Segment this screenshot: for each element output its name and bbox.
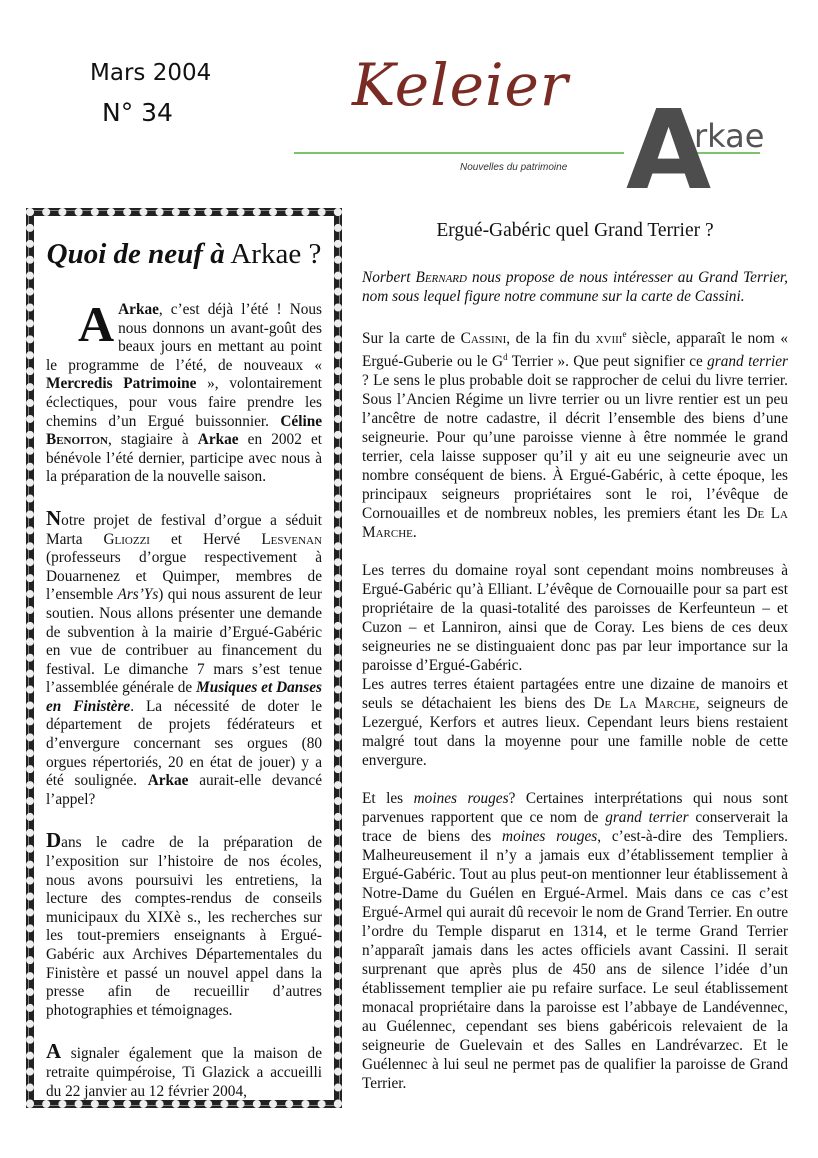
- text: Norbert: [362, 269, 416, 286]
- text: », volontairement éclectiques, pour vous faire prendre les chemins d’un Ergué buissonnier.: [46, 375, 322, 430]
- sidebar-paragraph-3: [46, 828, 322, 1020]
- logo-title: Keleier: [352, 51, 569, 119]
- sidebar-title-italic: Quoi de neuf à: [46, 238, 225, 270]
- issue-date: Mars 2004: [90, 60, 212, 86]
- smallcaps-text: Cassini: [460, 330, 507, 348]
- initial-letter: N: [46, 505, 62, 530]
- logo-brand-rest: rkae: [694, 117, 765, 155]
- sidebar-paragraph-1: [46, 296, 322, 487]
- article-paragraph-4: [362, 789, 788, 1093]
- superscript: e: [622, 329, 627, 339]
- text: ? Le sens le plus probable doit se rapprocher de celui du livre terrier. Sous l’Ancien Régime un livre terrier ou un livre rentier est un peu l’ancêtre de notre cadastre, il décrit l’ensemble des biens d’une seigneurie. Pour qu’une paroisse vienne à être nommée le grand terrier, cela laisse supposer qu’il y ait eu une seigneurie avec un nombre conséquent de biens. À Ergué-Gabéric, à cette époque, les principaux seigneurs propriétaires sont le roi, l’évêque de Cornouailles et de nombreux nobles, les premiers étant les: [362, 372, 788, 523]
- smallcaps-text: xviii: [595, 330, 623, 348]
- text: en 2002 et bénévole l’été dernier, participe avec nous à la préparation de la nouvelle saison.: [46, 431, 322, 486]
- bold-text: Arkae: [197, 431, 239, 449]
- article-paragraph-1: [362, 325, 788, 542]
- bold-text: Arkae: [147, 772, 189, 790]
- sidebar-news-box: [26, 208, 342, 1108]
- smallcaps-text: Lesvenan: [261, 530, 322, 548]
- bold-text: Mercredis Patrimoine: [46, 375, 197, 393]
- text: siècle, apparaît le nom « Ergué-Guberie ou le G: [362, 330, 788, 371]
- text: nous propose de nous intéresser au Grand Terrier, nom sous lequel figure notre commune sur la carte de Cassini.: [362, 269, 788, 305]
- smallcaps-text: De La Marche: [593, 695, 696, 713]
- sidebar-paragraph-2: [46, 505, 323, 810]
- text: Sur la carte de: [362, 330, 461, 348]
- sidebar-title: [46, 238, 322, 271]
- bold-text: Arkae: [118, 301, 159, 318]
- text: , c’est-à-dire des Templiers. Malheureusement il n’y a jamais eux d’établissement templier à Ergué-Gabéric. Tout au plus peut-on mentionner leur établissement à Notre-Dame du Guélen en Ergué-Armel. Mais dans ce cas c’est Ergué-Armel qui aurait dû recevoir le nom de Grand Terrier. En outre l’ordre du Temple disparut en 1314, et le terme Grand Terrier n’apparaît jamais dans les actes officiels avant Cassini. Il serait surprenant que après plus de 450 ans de silence l’idée d’un établissement templier aie pu refaire surface. Le seul établissement monacal propriétaire dans la paroisse est l’abbaye de Landévennec, au Guélennec, cependant ses biens gabéricois relevaient de la seigneurie de Guelevain et des Salles en Landrévarzec. Et le Guélennec à lui seul ne permet pas de qualifier la paroisse de Grand Terrier.: [362, 828, 788, 1093]
- italic-text: moines rouges: [413, 790, 509, 808]
- logo-rule-left: [294, 152, 624, 154]
- bold-italic-text: Musiques et Danses en Finistère: [46, 679, 323, 715]
- smallcaps-text: Gliozzi: [103, 530, 150, 548]
- text: signaler également que la maison de retraite quimpéroise, Ti Glazick a accueilli du 22 janvier au 12 février 2004,: [46, 1045, 322, 1100]
- text: ? Certaines interprétations qui nous sont parvenues rapportent que ce nom de: [362, 790, 788, 827]
- text: Et les: [362, 790, 414, 808]
- text: conserverait la trace de biens des: [362, 809, 788, 846]
- masthead-logo: [290, 45, 770, 214]
- bold-text: Céline: [280, 412, 322, 430]
- sidebar-paragraph-4: [46, 1039, 322, 1101]
- smallcaps-text: De La Marche: [362, 505, 788, 542]
- text: , de la fin du: [506, 330, 596, 348]
- article-intro: [362, 268, 788, 306]
- text: , stagiaire à: [107, 431, 198, 449]
- text: Terrier ». Que peut signifier ce: [507, 353, 708, 371]
- article-paragraph-3: [362, 675, 788, 770]
- article-paragraph-2: Les terres du domaine royal sont cependant moins nombreuses à Ergué-Gabéric qu’à Elliant. L’évêque de Cornouaille pour sa part est propriétaire de la quasi-totalité des paroisses de Kerfeunteun – et Cuzon – et Lanniron, ainsi que de Coray. Les biens de ces deux seigneuries ne se distinguaient donc pas par leur importance sur la paroisse d’Ergué-Gabéric.: [362, 562, 788, 675]
- italic-text: Ars’Ys: [117, 586, 159, 604]
- superscript: d: [503, 352, 508, 363]
- text: . La nécessité de doter le département de projets fédérateurs et d’envergure concernant ses orgues (80 orgues répertoriés, 20 en état de jouer) y a été soulignée.: [46, 697, 322, 790]
- italic-text: moines rouges: [502, 828, 598, 846]
- text: , c’est déjà l’été ! Nous nous donnons un avant-goût des beaux jours en mettant au point le programme de l’été, de nouveaux «: [46, 301, 322, 374]
- text: ) qui nous assurent de leur soutien. Nous allons présenter une demande de subvention à la mairie d’Ergué-Gabéric en vue de contribuer au financement du festival. Le dimanche 7 mars s’est tenue l’assemblée générale de: [46, 586, 322, 697]
- initial-letter: A: [46, 1039, 62, 1064]
- sidebar-title-plain: Arkae ?: [230, 238, 322, 270]
- logo-brand-initial: A: [626, 86, 712, 214]
- article-title: Ergué-Gabéric quel Grand Terrier ?: [436, 220, 714, 241]
- logo-tagline: Nouvelles du patrimoine: [460, 162, 568, 173]
- text: et Hervé: [149, 530, 262, 548]
- text: Les autres terres étaient partagées entre une dizaine de manoirs et seuls se détachaient les biens des: [362, 676, 788, 713]
- text: aurait-elle devancé l’appel?: [46, 772, 322, 808]
- main-article: [362, 220, 788, 1112]
- italic-text: grand terrier: [605, 809, 689, 827]
- text: otre projet de festival d’orgue a séduit Marta: [46, 511, 322, 548]
- text: , seigneurs de Lezergué, Kerfors et autres lieux. Cependant leurs biens restaient malgré tout dans la moyenne pour une famille noble de cette envergure.: [362, 695, 788, 770]
- smallcaps-text: Bernard: [415, 269, 467, 286]
- bold-smallcaps-text: Benoiton: [46, 431, 108, 449]
- initial-letter: D: [46, 828, 62, 853]
- text: .: [412, 524, 417, 542]
- drop-cap: A: [78, 296, 115, 352]
- issue-number: N° 34: [102, 98, 173, 127]
- italic-text: grand terrier: [707, 353, 789, 371]
- text: (professeurs d’orgue respectivement à Douarnenez et Quimper, membres de l’ensemble: [46, 549, 322, 604]
- text: ans le cadre de la préparation de l’exposition sur l’histoire de nos écoles, nous avons poursuivi les entretiens, la lecture des comptes-rendus de conseils municipaux du XIXè s., les recherches sur les tout-premiers enseignants à Ergué-Gabéric aux Archives Départementales du Finistère et passé un nouvel appel dans la presse afin de recueillir d’autres photographies et témoignages.: [46, 834, 322, 1019]
